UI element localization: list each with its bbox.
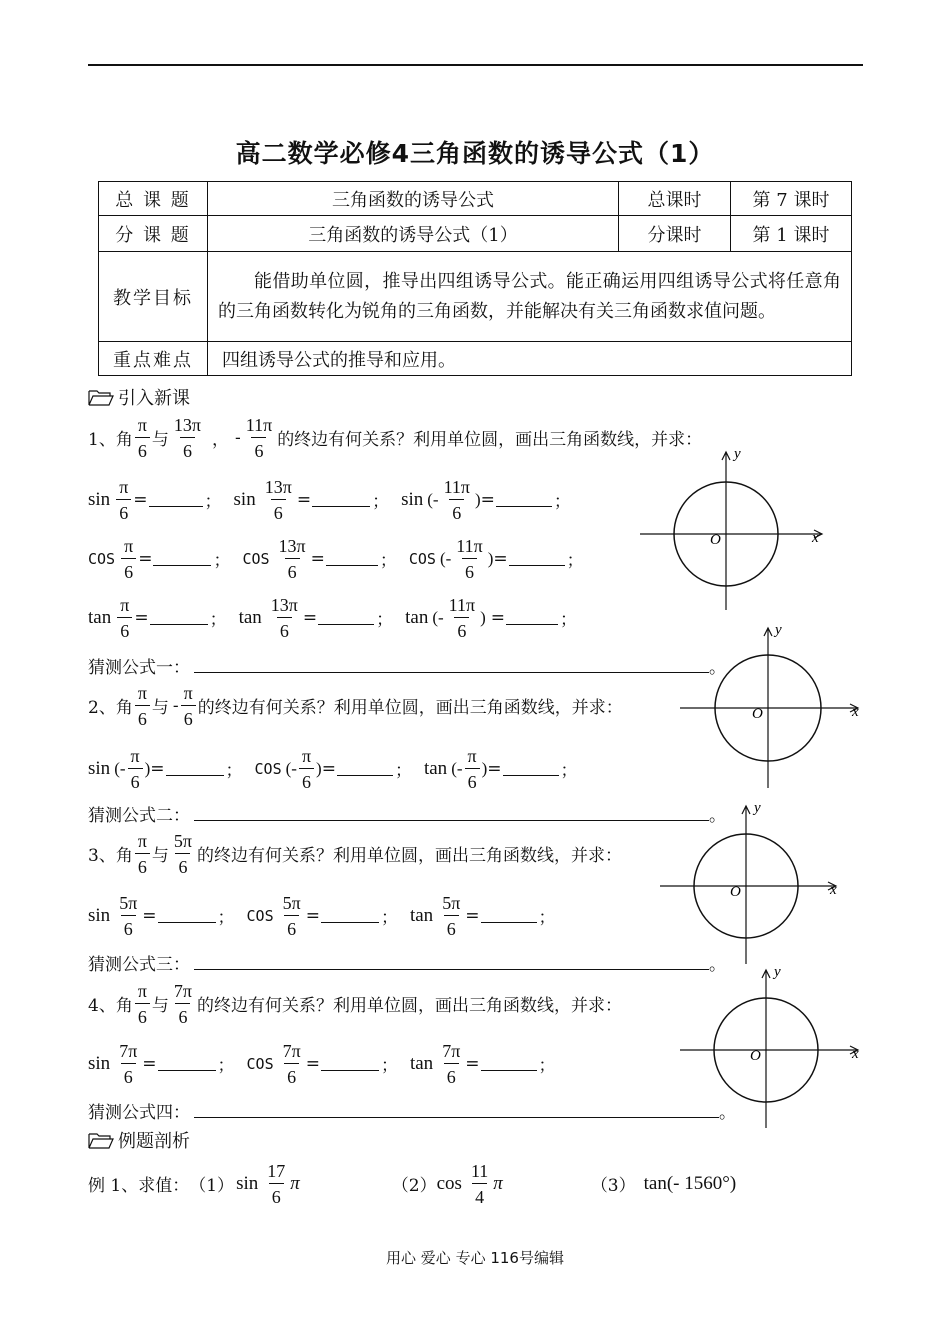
section-intro-label: 引入新课 (118, 388, 190, 409)
guess-formula-3: 猜测公式三： 。 (88, 955, 726, 975)
fraction: $\frac{13\pi}{6}$ (264, 477, 292, 523)
answer-blank[interactable] (337, 761, 393, 776)
fraction: $\frac{17}{6}$ (267, 1161, 286, 1207)
example-1-part-3: （3） (590, 1176, 636, 1196)
fraction: $\frac{5\pi}{6}$ (119, 893, 138, 939)
frac-pi-6: $\frac{\pi}{6}$ (135, 414, 150, 461)
trig-function: sin (88, 904, 111, 926)
answer-blank[interactable] (481, 908, 537, 923)
q3-values-row: sin $\frac{5\pi}{6}$ = ； COS $\frac{5\pi}{6}$ = ； tan $\frac{5\pi}{6}$ = ； (88, 893, 556, 939)
fraction: $\frac{\pi}{6}$ (181, 682, 196, 729)
q1-suffix: 的终边有何关系？利用单位圆，画出三角函数线，并求： (277, 430, 703, 450)
trig-function: tan (409, 1052, 434, 1074)
answer-blank[interactable] (326, 551, 378, 566)
frac-11pi-6: $\frac{11\pi}{6}$ (245, 415, 273, 461)
objectives-value: 能借助单位圆，推导出四组诱导公式。能正确运用四组诱导公式将任意角的三角函数转化为锐角的三角函数，并能解决有关三角函数求值问题。 (208, 252, 852, 342)
trig-function: COS (242, 549, 270, 568)
example-1-part-1: （1） (189, 1176, 235, 1196)
q1-minus: - (235, 427, 241, 448)
answer-blank[interactable] (321, 1056, 379, 1071)
fraction: $\frac{\pi}{6}$ (128, 745, 143, 792)
svg-text:x: x (852, 704, 859, 720)
fraction: $\frac{13\pi}{6}$ (270, 595, 298, 641)
answer-blank[interactable] (150, 610, 208, 625)
formula-4-line[interactable] (194, 1105, 719, 1118)
section-examples-label: 例题剖析 (118, 1131, 190, 1152)
label-total-hours: 总课时 (619, 182, 731, 216)
formula-2-line[interactable] (194, 808, 709, 821)
trig-function: tan (423, 757, 448, 779)
guess-formula-4: 猜测公式四： 。 (88, 1103, 736, 1123)
example-1-row: 例 1、求值： （1） sin $\frac{17}{6}$ π （2） cos $\frac{11}{4}$ π （3） tan(- 1560°) (88, 1161, 737, 1207)
q1-line (88, 414, 702, 461)
fraction: $\frac{\pi}{6}$ (465, 745, 480, 792)
answer-blank[interactable] (506, 610, 558, 625)
unit-circle-1 (640, 446, 830, 616)
example-1-part-2: （2） (391, 1176, 437, 1196)
trig-function: COS (254, 759, 282, 778)
svg-text:y: y (775, 622, 782, 638)
folder-icon (88, 1131, 114, 1149)
trig-function: COS (246, 1054, 274, 1073)
fraction: $\frac{11}{4}$ (470, 1161, 489, 1207)
unit-circle-4 (680, 962, 870, 1132)
fraction: $\frac{\pi}{6}$ (135, 682, 150, 729)
fraction: $\frac{5\pi}{6}$ (173, 831, 193, 877)
svg-text:O: O (710, 532, 721, 548)
answer-blank[interactable] (158, 908, 216, 923)
fraction: $\frac{11\pi}{6}$ (448, 595, 476, 641)
answer-blank[interactable] (158, 1056, 216, 1071)
answer-blank[interactable] (481, 1056, 537, 1071)
svg-text:y: y (774, 964, 781, 980)
svg-text:O: O (752, 706, 763, 722)
page-title: 高二数学必修4三角函数的诱导公式（1） (235, 139, 715, 168)
example-1-label: 例 1、求值： (88, 1176, 190, 1196)
trig-function: COS (246, 906, 274, 925)
unit-circle-2 (680, 620, 870, 790)
folder-icon (88, 388, 114, 406)
fraction: $\frac{7\pi}{6}$ (442, 1041, 461, 1087)
q4-line: 4、角 $\frac{\pi}{6}$ 与 $\frac{7\pi}{6}$ 的终边有何关系？利用单位圆，画出三角函数线，并求： (88, 981, 623, 1027)
guess-formula-1: 猜测公式一： 。 (88, 658, 726, 678)
q1-cos-row: COS $\frac{\pi}{6}$ = ； COS $\frac{13\pi}{6}$ = ； COS (- $\frac{11\pi}{6}$ ) = ； (88, 536, 584, 582)
header-rule (88, 64, 863, 66)
fraction: $\frac{\pi}{6}$ (116, 476, 131, 523)
trig-function: tan (409, 904, 434, 926)
q2-values-row: sin (- $\frac{\pi}{6}$ ) = ； COS (- $\frac{\pi}{6}$ ) = ； tan (- $\frac{\pi}{6}$ ) = ； (88, 746, 578, 792)
section-intro (88, 384, 190, 410)
fraction: $\frac{\pi}{6}$ (117, 594, 132, 641)
fraction: $\frac{7\pi}{6}$ (119, 1041, 138, 1087)
label-sub-topic: 分 课 题 (99, 216, 208, 252)
answer-blank[interactable] (166, 761, 224, 776)
total-topic-value: 三角函数的诱导公式 (208, 182, 619, 216)
sub-hours-value: 第 1 课时 (731, 216, 852, 252)
q1-tan-row: tan $\frac{\pi}{6}$ = ； tan $\frac{13\pi}{6}$ = ； tan (- $\frac{11\pi}{6}$ ) = ； (88, 595, 578, 641)
trig-function: sin (233, 488, 256, 510)
fraction: $\frac{\pi}{6}$ (121, 535, 136, 582)
trig-function: sin (88, 757, 111, 779)
guess-formula-2: 猜测公式二： 。 (88, 806, 726, 826)
total-hours-value: 第 7 课时 (731, 182, 852, 216)
section-examples (88, 1127, 190, 1153)
svg-text:y: y (754, 800, 761, 816)
fraction: $\frac{11\pi}{6}$ (456, 536, 483, 582)
frac-13pi-6: $\frac{13\pi}{6}$ (173, 415, 202, 461)
q1-with: 与 (151, 430, 169, 450)
page-footer: 用心 爱心 专心 116号编辑 (386, 1249, 564, 1267)
answer-blank[interactable] (503, 761, 559, 776)
answer-blank[interactable] (509, 551, 565, 566)
answer-blank[interactable] (496, 492, 552, 507)
svg-text:x: x (812, 530, 819, 546)
trig-function: COS (408, 549, 436, 568)
label-key-points: 重点难点 (99, 342, 208, 376)
answer-blank[interactable] (318, 610, 374, 625)
example-1-part-3-expr: tan(- 1560°) (643, 1172, 737, 1194)
fraction: $\frac{13\pi}{6}$ (278, 536, 306, 582)
trig-function: cos (436, 1172, 462, 1194)
fraction: $\frac{5\pi}{6}$ (442, 893, 461, 939)
formula-3-line[interactable] (194, 957, 709, 970)
svg-text:x: x (852, 1046, 859, 1062)
fraction: $\frac{\pi}{6}$ (135, 980, 150, 1027)
formula-1-line[interactable] (194, 660, 709, 673)
fraction: $\frac{11\pi}{6}$ (443, 477, 470, 523)
key-points-value: 四组诱导公式的推导和应用。 (208, 342, 852, 376)
svg-text:O: O (750, 1048, 761, 1064)
q2-line: 2、角 $\frac{\pi}{6}$ 与 - $\frac{\pi}{6}$ 的终边有何关系？利用单位圆，画出三角函数线，并求： (88, 683, 623, 729)
info-table (98, 181, 852, 376)
trig-function: sin (401, 488, 424, 510)
q1-sep: ， (212, 430, 230, 450)
fraction: $\frac{7\pi}{6}$ (173, 981, 193, 1027)
fraction: $\frac{\pi}{6}$ (135, 830, 150, 877)
fraction: $\frac{7\pi}{6}$ (282, 1041, 301, 1087)
svg-text:O: O (730, 884, 741, 900)
label-sub-hours: 分课时 (619, 216, 731, 252)
trig-function: tan (405, 606, 429, 628)
trig-function: COS (88, 549, 116, 568)
sub-topic-value: 三角函数的诱导公式（1） (208, 216, 619, 252)
q1-prefix: 1、角 (88, 430, 133, 450)
svg-text:x: x (830, 882, 837, 898)
answer-blank[interactable] (321, 908, 379, 923)
answer-blank[interactable] (153, 551, 211, 566)
answer-blank[interactable] (149, 492, 203, 507)
trig-function: tan (88, 606, 112, 628)
trig-function: sin (88, 488, 111, 510)
fraction: $\frac{5\pi}{6}$ (282, 893, 301, 939)
fraction: $\frac{\pi}{6}$ (299, 745, 314, 792)
answer-blank[interactable] (312, 492, 370, 507)
label-total-topic: 总 课 题 (99, 182, 208, 216)
label-objectives: 教学目标 (99, 252, 208, 342)
trig-function: sin (88, 1052, 111, 1074)
unit-circle-3 (660, 798, 850, 968)
svg-text:y: y (734, 446, 741, 462)
trig-function: tan (238, 606, 262, 628)
q4-values-row: sin $\frac{7\pi}{6}$ = ； COS $\frac{7\pi}{6}$ = ； tan $\frac{7\pi}{6}$ = ； (88, 1041, 556, 1087)
q3-line: 3、角 $\frac{\pi}{6}$ 与 $\frac{5\pi}{6}$ 的终边有何关系？利用单位圆，画出三角函数线，并求： (88, 831, 623, 877)
q1-sin-row: sin $\frac{\pi}{6}$ = ； sin $\frac{13\pi}{6}$ = ； sin (- $\frac{11\pi}{6}$ ) = ； (88, 477, 571, 523)
trig-function: sin (236, 1172, 259, 1194)
